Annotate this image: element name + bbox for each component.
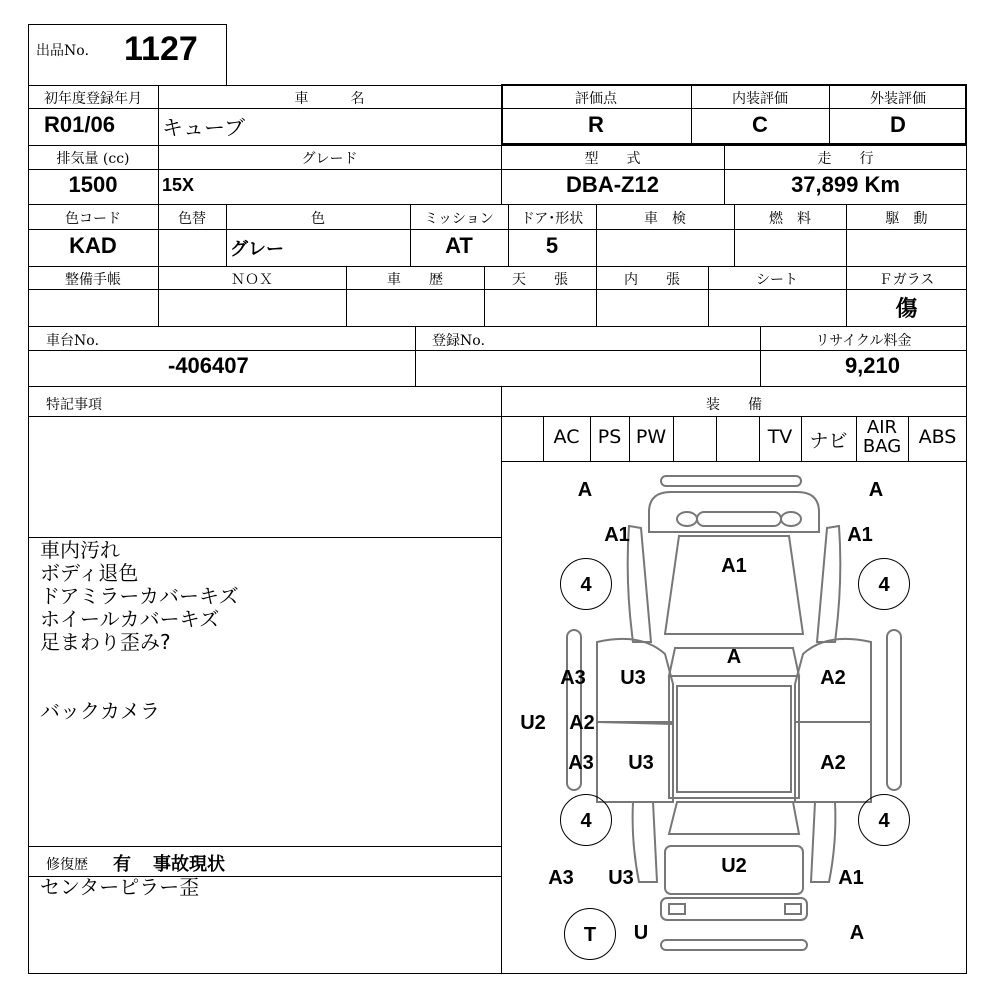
dmg-l-rear-door-a: A3	[568, 752, 594, 774]
wheel-front-right: 4	[858, 558, 910, 610]
displacement-value: 1500	[68, 172, 118, 197]
maintenance-label: 整備手帳	[65, 272, 121, 288]
equipment-ps: PS	[597, 426, 622, 448]
fglass-value: 傷	[895, 297, 918, 322]
history-label: 車 歴	[387, 272, 443, 288]
dmg-l-front-door-u: U3	[620, 667, 646, 689]
nox-label: ＮＯＸ	[231, 272, 273, 288]
wheel-front-left: 4	[560, 558, 612, 610]
mission-value: AT	[445, 233, 473, 258]
first-reg-label: 初年度登録年月	[44, 91, 142, 107]
dmg-l-quarter-u: U3	[608, 867, 634, 889]
dmg-hood: A1	[721, 555, 747, 577]
fuel-label: 燃 料	[769, 211, 811, 227]
model-label: 型 式	[584, 151, 641, 167]
exterior-value: D	[890, 112, 906, 137]
remarks-label: 特記事項	[46, 397, 102, 413]
car-name-value: キューブ	[162, 116, 245, 140]
dmg-front-right: A	[868, 479, 884, 501]
dmg-l-front-door-a: A3	[560, 667, 586, 689]
displacement-label: 排気量 (cc)	[56, 151, 130, 167]
wheel-rear-right: 4	[858, 794, 910, 846]
color-change-label: 色替	[178, 211, 206, 227]
mileage-label: 走 行	[817, 151, 874, 167]
recycle-label: リサイクル料金	[815, 333, 912, 349]
equipment-abs: ABS	[918, 426, 957, 448]
grade-value: 15X	[162, 175, 195, 195]
dmg-l-pillar-a: A2	[569, 712, 595, 734]
equipment-airbag: AIR BAG	[862, 417, 902, 457]
score-label: 評価点	[575, 91, 617, 107]
chassis-no-label: 車台No．	[46, 333, 109, 349]
grade-label: グレード	[301, 151, 358, 167]
dmg-l-pillar-u: U2	[520, 712, 546, 734]
equipment-pw: PW	[635, 426, 667, 448]
dmg-r-front-door: A2	[820, 667, 846, 689]
reg-no-label: 登録No．	[432, 333, 495, 349]
color-code-value: KAD	[69, 233, 117, 258]
dmg-r-rear-door: A2	[820, 752, 846, 774]
seat-label: シート	[756, 272, 798, 288]
color-code-label: 色コード	[65, 211, 121, 227]
wheel-rear-left: 4	[560, 794, 612, 846]
repair-label: 修復歴	[46, 857, 88, 873]
recycle-value: 9,210	[844, 353, 900, 378]
color-label: 色	[311, 211, 325, 227]
mission-label: ミッション	[424, 211, 494, 227]
interior-label: 内装評価	[732, 91, 788, 107]
dmg-hatch: U2	[721, 855, 747, 877]
dmg-roof: A	[726, 646, 742, 668]
car-name-label: 車 名	[294, 91, 365, 107]
exterior-label: 外装評価	[870, 91, 926, 107]
equipment-ac: AC	[553, 426, 580, 448]
dmg-rear-bumper-u: U	[633, 922, 649, 944]
spare-tire: T	[564, 908, 616, 960]
equipment-navi: ナビ	[809, 430, 848, 452]
repair-accident: 事故現状	[153, 854, 225, 875]
score-value: R	[588, 112, 604, 137]
lot-label: 出品No．	[36, 43, 99, 59]
fglass-label: Ｆガラス	[878, 272, 935, 288]
dmg-l-rear-door-u: U3	[628, 752, 654, 774]
dmg-fl-fender: A1	[604, 524, 630, 546]
door-label: ドア･形状	[520, 211, 584, 227]
repair-note: センターピラー歪	[40, 875, 200, 899]
inner-lining-label: 内 張	[624, 272, 680, 288]
dmg-fr-fender: A1	[847, 524, 873, 546]
dmg-front-left: A	[577, 479, 593, 501]
door-value: 5	[545, 233, 559, 258]
lot-number: 1127	[124, 30, 198, 68]
color-value: グレー	[230, 239, 284, 260]
inspection-label: 車 検	[644, 211, 686, 227]
dmg-rear-bumper-a: A	[849, 922, 865, 944]
equipment-label: 装 備	[706, 397, 762, 413]
drive-label: 駆 動	[885, 211, 928, 227]
roof-label: 天 張	[512, 272, 568, 288]
mileage-value: 37,899 Km	[791, 172, 900, 197]
remarks-notes: 車内汚れ ボディ退色 ドアミラーカバーキズ ホイールカバーキズ 足まわり歪み? バックカメラ	[40, 538, 239, 723]
equipment-tv: TV	[767, 426, 793, 448]
repair-status: 有	[113, 854, 131, 875]
interior-value: C	[752, 112, 768, 137]
model-value: DBA-Z12	[566, 172, 659, 197]
chassis-no-value: -406407	[168, 353, 249, 378]
first-reg-value: R01/06	[44, 112, 115, 137]
dmg-l-quarter-a: A3	[548, 867, 574, 889]
dmg-r-quarter: A1	[838, 867, 864, 889]
